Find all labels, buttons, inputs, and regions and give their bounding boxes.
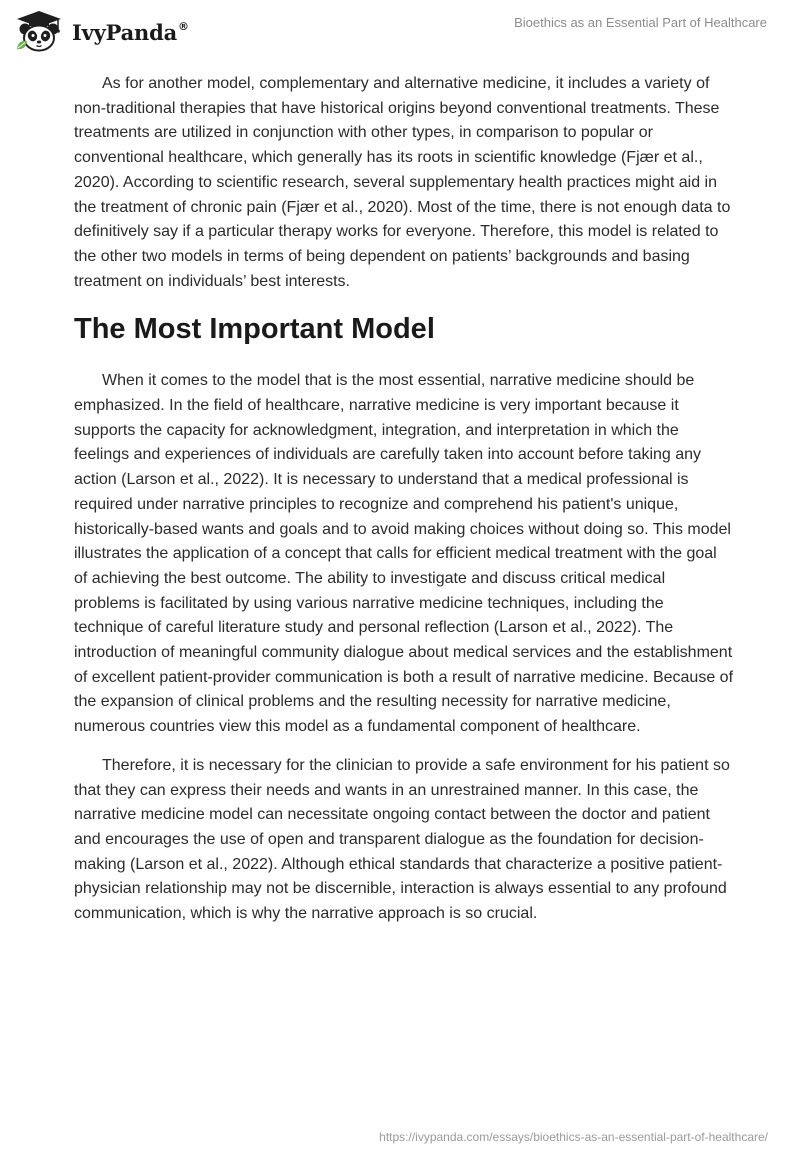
paragraph-complementary-medicine: As for another model, complementary and alternative medicine, it includes a variety of non-traditional therapies that have historical origins beyond conventional treatments. These treatments are utilized in conjunction with other types, in comparison to popular or conventional healthcare, which generally has its roots in scientific knowledge (Fjær et al., 2020). According to scientific research, several supplementary health practices might aid in the treatment of chronic pain (Fjær et al., 2020). Most of the time, there is not enough data to definitively say if a particular therapy works for everyone. Therefore, this model is related to the other two models in terms of being dependent on patients’ backgrounds and basing treatment on individuals’ best interests. [74, 75, 731, 290]
paragraph-safe-environment: Therefore, it is necessary for the clinician to provide a safe environment for his patient so that they can express their needs and wants in an unrestrained manner. In this case, the narrative medicine model can necessitate ongoing contact between the doctor and patient and encourages the use of open and transparent dialogue as the foundation for decision-making (Larson et al., 2022). Although ethical standards that characterize a positive patient-physician relationship may not be discernible, interaction is always essential to any profound communication, which is why the narrative approach is so crucial. [74, 756, 730, 923]
article-body [74, 72, 734, 941]
brand-name [72, 20, 189, 45]
page-header [0, 0, 800, 64]
registered-mark: ® [178, 19, 189, 33]
section-heading: The Most Important Model [74, 313, 435, 346]
document-title: Bioethics as an Essential Part of Healthcare [514, 15, 767, 30]
panda-graduate-icon [14, 9, 64, 53]
brand-name-text: IvyPanda [72, 19, 178, 45]
ivypanda-logo[interactable] [14, 9, 189, 53]
paragraph-narrative-medicine: When it comes to the model that is the most essential, narrative medicine should be emphasized. In the field of healthcare, narrative medicine is very important because it supports the capacity for acknowledgment, integration, and interpretation in which the feelings and experiences of individuals are carefully taken into account before taking any action (Larson et al., 2022). It is necessary to understand that a medical professional is required under narrative principles to recognize and comprehend his patient's unique, historically-based wants and goals and to avoid making choices without doing so. This model illustrates the application of a concept that calls for efficient medical treatment with the goal of achieving the best outcome. The ability to investigate and discuss critical medical problems is facilitated by using various narrative medicine techniques, including the technique of careful literature study and personal reflection (Larson et al., 2022). The introduction of meaningful community dialogue about medical services and the establishment of excellent patient-provider communication is both a result of narrative medicine. Because of the expansion of clinical problems and the resulting necessity for narrative medicine, numerous countries view this model as a fundamental component of healthcare. [74, 372, 734, 736]
source-url[interactable]: https://ivypanda.com/essays/bioethics-as-an-essential-part-of-healthcare/ [379, 1130, 768, 1144]
